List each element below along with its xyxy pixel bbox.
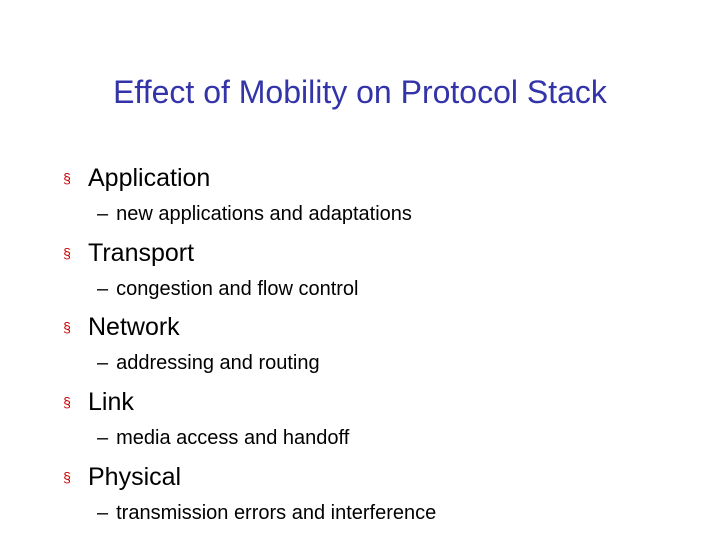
sub-bullet-text: new applications and adaptations — [116, 203, 412, 225]
slide-title: Effect of Mobility on Protocol Stack — [113, 74, 607, 110]
sub-bullet-text: media access and handoff — [116, 427, 350, 449]
bullet-label: Network — [88, 313, 180, 341]
dash-icon: – — [97, 502, 109, 524]
dash-icon: – — [97, 278, 109, 300]
dash-icon: – — [97, 427, 109, 449]
section-bullet-icon: § — [63, 170, 71, 186]
bullet-item-network — [62, 311, 180, 343]
sub-bullet-application — [97, 201, 412, 227]
section-bullet-icon: § — [63, 469, 71, 485]
bullet-label: Physical — [88, 463, 182, 491]
sub-bullet-text: congestion and flow control — [116, 278, 359, 300]
sub-bullet-text: transmission errors and interference — [116, 502, 437, 524]
sub-bullet-network — [97, 350, 320, 376]
sub-bullet-text: addressing and routing — [116, 352, 320, 374]
bullet-label: Application — [88, 164, 211, 192]
section-bullet-icon: § — [63, 394, 71, 410]
dash-icon: – — [97, 352, 109, 374]
bullet-item-transport — [62, 237, 194, 269]
sub-bullet-transport — [97, 276, 359, 302]
sub-bullet-physical — [97, 500, 436, 526]
bullet-label: Link — [88, 388, 134, 416]
bullet-label: Transport — [88, 239, 195, 267]
bullet-item-link — [62, 386, 134, 418]
sub-bullet-link — [97, 425, 349, 451]
section-bullet-icon: § — [63, 319, 71, 335]
section-bullet-icon: § — [63, 245, 71, 261]
dash-icon: – — [97, 203, 109, 225]
bullet-item-physical — [62, 461, 181, 493]
bullet-item-application — [62, 162, 210, 194]
